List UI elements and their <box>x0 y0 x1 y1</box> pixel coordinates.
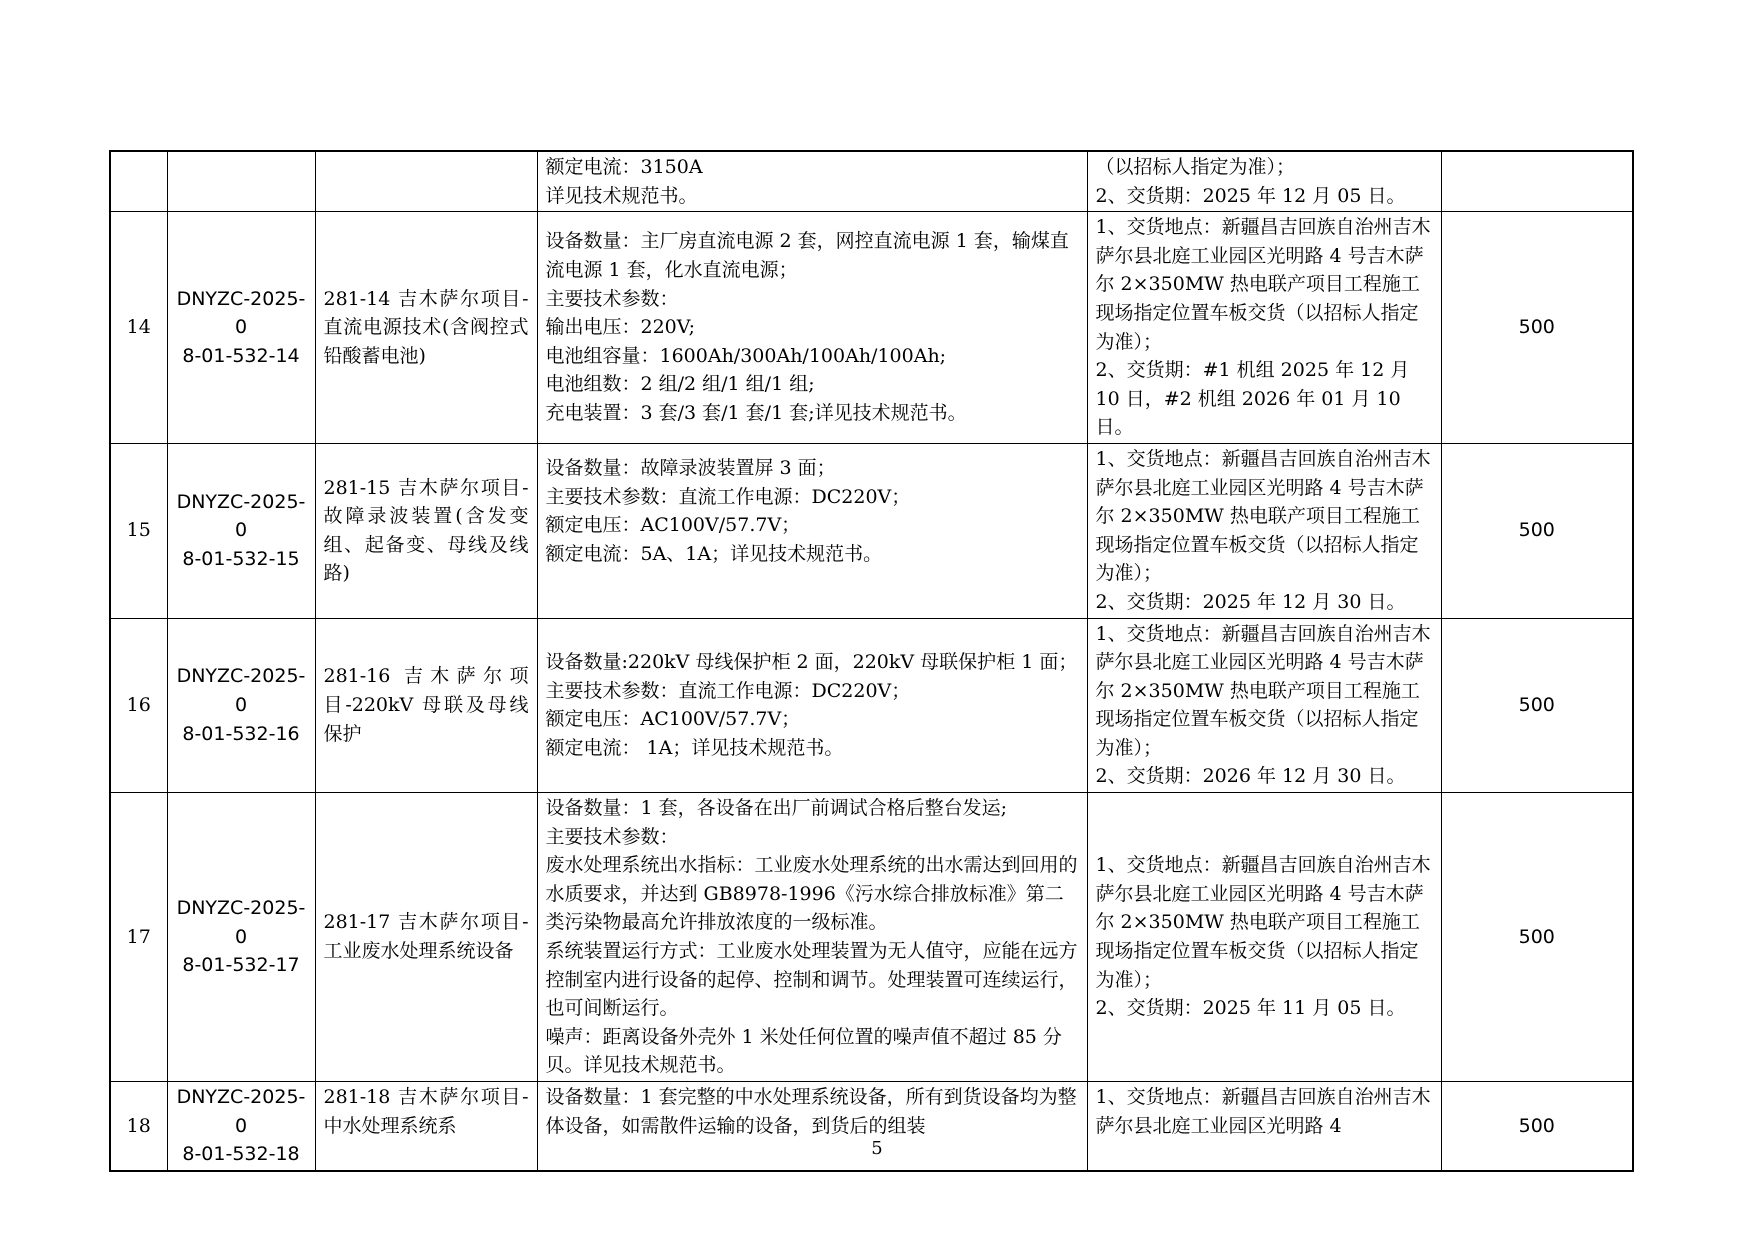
technical-specs: 设备数量：主厂房直流电源 2 套，网控直流电源 1 套，输煤直流电源 1 套，化水直流电源； 主要技术参数： 输出电压：220V; 电池组容量：1600Ah/300Ah/100Ah/100Ah; 电池组数：2 组/2 组/1 组/1 组; 充电装置：3 套/3 套/1 套/1 套;详见技术规范书。 <box>537 212 1087 444</box>
row-number: 18 <box>110 1082 167 1171</box>
table-row <box>110 212 1633 444</box>
table-row <box>110 443 1633 618</box>
delivery-terms: 1、交货地点：新疆昌吉回族自治州吉木萨尔县北庭工业园区光明路 4 号吉木萨尔 2×350MW 热电联产项目工程施工现场指定位置车板交货（以招标人指定为准）； 2、交货期：2025 年 11 月 05 日。 <box>1087 793 1441 1082</box>
amount: 500 <box>1441 1082 1633 1171</box>
package-code: DNYZC-2025-0 8-01-532-16 <box>167 618 315 793</box>
table-row <box>110 618 1633 793</box>
technical-specs: 额定电流：3150A 详见技术规范书。 <box>537 151 1087 212</box>
technical-specs: 设备数量:220kV 母线保护柜 2 面，220kV 母联保护柜 1 面； 主要技术参数：直流工作电源：DC220V； 额定电压：AC100V/57.7V； 额定电流： 1A；详见技术规范书。 <box>537 618 1087 793</box>
amount: 500 <box>1441 618 1633 793</box>
delivery-terms: （以招标人指定为准）； 2、交货期：2025 年 12 月 05 日。 <box>1087 151 1441 212</box>
row-number: 15 <box>110 443 167 618</box>
package-code: DNYZC-2025-0 8-01-532-18 <box>167 1082 315 1171</box>
package-code: DNYZC-2025-0 8-01-532-17 <box>167 793 315 1082</box>
delivery-terms: 1、交货地点：新疆昌吉回族自治州吉木萨尔县北庭工业园区光明路 4 <box>1087 1082 1441 1171</box>
amount <box>1441 151 1633 212</box>
amount: 500 <box>1441 212 1633 444</box>
package-name <box>315 151 537 212</box>
procurement-table <box>109 150 1634 1172</box>
table-row <box>110 151 1633 212</box>
delivery-terms: 1、交货地点：新疆昌吉回族自治州吉木萨尔县北庭工业园区光明路 4 号吉木萨尔 2×350MW 热电联产项目工程施工现场指定位置车板交货（以招标人指定为准）； 2、交货期：2026 年 12 月 30 日。 <box>1087 618 1441 793</box>
row-number <box>110 151 167 212</box>
row-number: 16 <box>110 618 167 793</box>
row-number: 14 <box>110 212 167 444</box>
package-code <box>167 151 315 212</box>
technical-specs: 设备数量：1 套完整的中水处理系统设备，所有到货设备均为整体设备，如需散件运输的设备，到货后的组装 <box>537 1082 1087 1171</box>
package-code: DNYZC-2025-0 8-01-532-15 <box>167 443 315 618</box>
technical-specs: 设备数量：故障录波装置屏 3 面； 主要技术参数：直流工作电源：DC220V； 额定电压：AC100V/57.7V； 额定电流：5A、1A；详见技术规范书。 <box>537 443 1087 618</box>
package-name: 281-17 吉木萨尔项目-工业废水处理系统设备 <box>315 793 537 1082</box>
amount: 500 <box>1441 443 1633 618</box>
page-number: 5 <box>871 1138 883 1159</box>
package-name: 281-14 吉木萨尔项目-直流电源技术(含阀控式铅酸蓄电池) <box>315 212 537 444</box>
table-row <box>110 793 1633 1082</box>
package-name: 281-15 吉木萨尔项目-故障录波装置(含发变组、起备变、母线及线路) <box>315 443 537 618</box>
package-name: 281-16 吉木萨尔项目-220kV 母联及母线保护 <box>315 618 537 793</box>
technical-specs: 设备数量：1 套，各设备在出厂前调试合格后整台发运; 主要技术参数： 废水处理系统出水指标：工业废水处理系统的出水需达到回用的水质要求，并达到 GB8978-1996《污水综合排放标准》第二类污染物最高允许排放浓度的一级标准。 系统装置运行方式：工业废水处理装置为无人值守，应能在远方控制室内进行设备的起停、控制和调节。处理装置可连续运行，也可间断运行。 噪声：距离设备外壳外 1 米处任何位置的噪声值不超过 85 分贝。详见技术规范书。 <box>537 793 1087 1082</box>
package-name: 281-18 吉木萨尔项目-中水处理系统系 <box>315 1082 537 1171</box>
delivery-terms: 1、交货地点：新疆昌吉回族自治州吉木萨尔县北庭工业园区光明路 4 号吉木萨尔 2×350MW 热电联产项目工程施工现场指定位置车板交货（以招标人指定为准）； 2、交货期：#1 机组 2025 年 12 月 10 日，#2 机组 2026 年 01 月 10 日。 <box>1087 212 1441 444</box>
delivery-terms: 1、交货地点：新疆昌吉回族自治州吉木萨尔县北庭工业园区光明路 4 号吉木萨尔 2×350MW 热电联产项目工程施工现场指定位置车板交货（以招标人指定为准）； 2、交货期：2025 年 12 月 30 日。 <box>1087 443 1441 618</box>
package-code: DNYZC-2025-0 8-01-532-14 <box>167 212 315 444</box>
amount: 500 <box>1441 793 1633 1082</box>
row-number: 17 <box>110 793 167 1082</box>
